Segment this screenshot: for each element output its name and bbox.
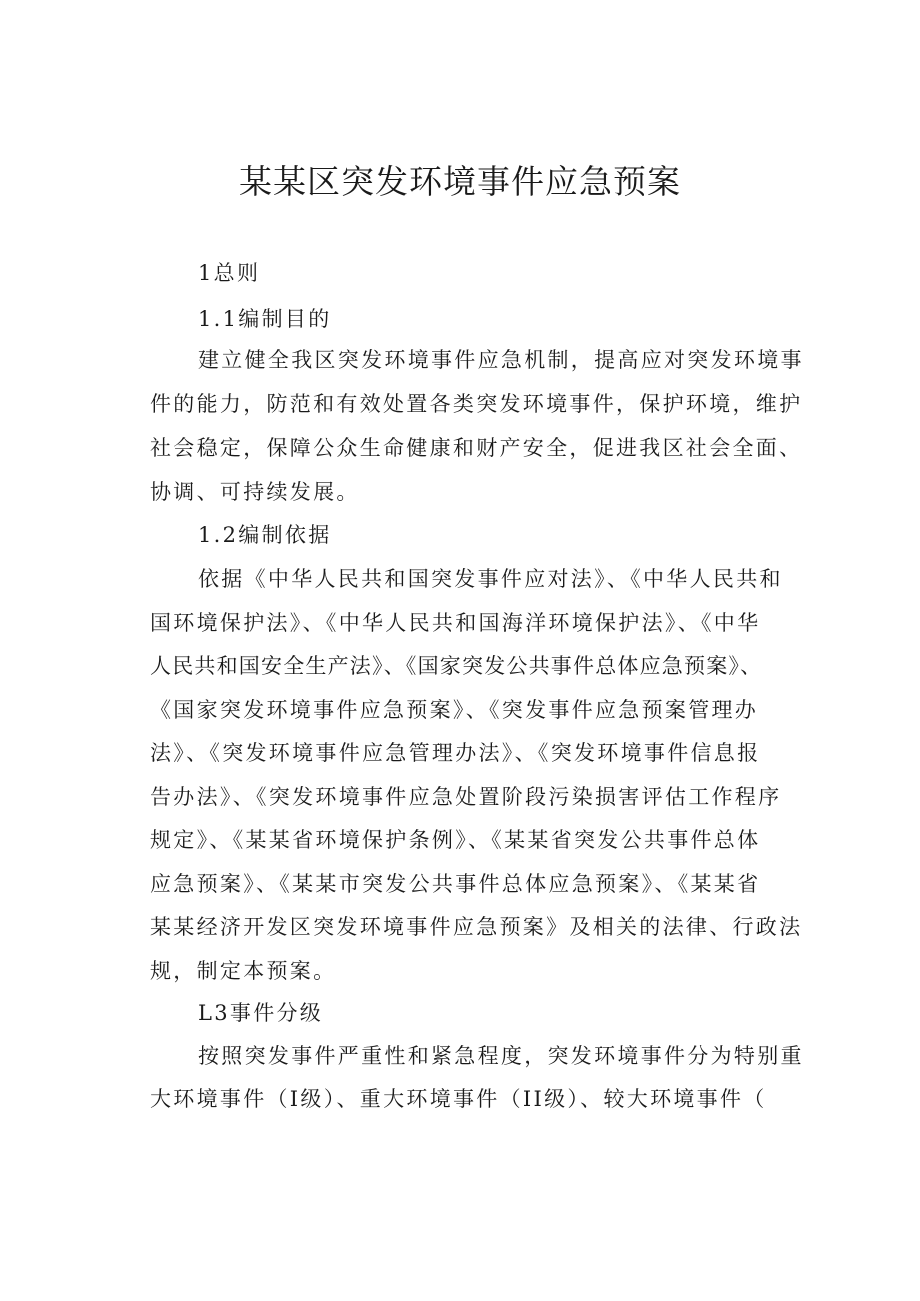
paragraph-line: 依据《中华人民共和国突发事件应对法》、《中华人民共和 bbox=[198, 567, 783, 591]
subsection-heading-classification: L3事件分级 bbox=[198, 1001, 324, 1025]
paragraph-line: 大环境事件（I级）、重大环境事件（II级）、较大环境事件（ bbox=[150, 1087, 767, 1111]
paragraph-line: 应急预案》、《某某市突发公共事件总体应急预案》、《某某省 bbox=[150, 872, 761, 896]
subsection-heading-basis: 1.2编制依据 bbox=[198, 523, 332, 547]
paragraph-line: 《国家突发环境事件应急预案》、《突发事件应急预案管理办 bbox=[150, 698, 759, 722]
paragraph-line: 法》、《突发环境事件应急管理办法》、《突发环境事件信息报 bbox=[150, 741, 761, 765]
paragraph-line: 人民共和国安全生产法》、《国家突发公共事件总体应急预案》、 bbox=[150, 654, 763, 678]
paragraph-line: 规，制定本预案。 bbox=[150, 959, 337, 983]
paragraph-line: 某某经济开发区突发环境事件应急预案》及相关的法律、行政法 bbox=[150, 915, 803, 939]
paragraph-line: 社会稳定，保障公众生命健康和财产安全，促进我区社会全面、 bbox=[150, 436, 803, 460]
document-title: 某某区突发环境事件应急预案 bbox=[239, 162, 681, 201]
paragraph-line: 规定》、《某某省环境保护条例》、《某某省突发公共事件总体 bbox=[150, 828, 761, 852]
subsection-heading-purpose: 1.1编制目的 bbox=[198, 307, 332, 331]
paragraph-line: 协调、可持续发展。 bbox=[150, 480, 360, 504]
paragraph-line: 按照突发事件严重性和紧急程度，突发环境事件分为特别重 bbox=[198, 1044, 804, 1068]
paragraph-line: 建立健全我区突发环境事件应急机制，提高应对突发环境事 bbox=[198, 348, 804, 372]
paragraph-line: 告办法》、《突发环境事件应急处置阶段污染损害评估工作程序 bbox=[150, 785, 782, 809]
paragraph-line: 国环境保护法》、《中华人民共和国海洋环境保护法》、《中华 bbox=[150, 611, 761, 635]
section-heading-general: 1总则 bbox=[198, 261, 261, 285]
paragraph-line: 件的能力，防范和有效处置各类突发环境事件，保护环境，维护 bbox=[150, 392, 803, 416]
